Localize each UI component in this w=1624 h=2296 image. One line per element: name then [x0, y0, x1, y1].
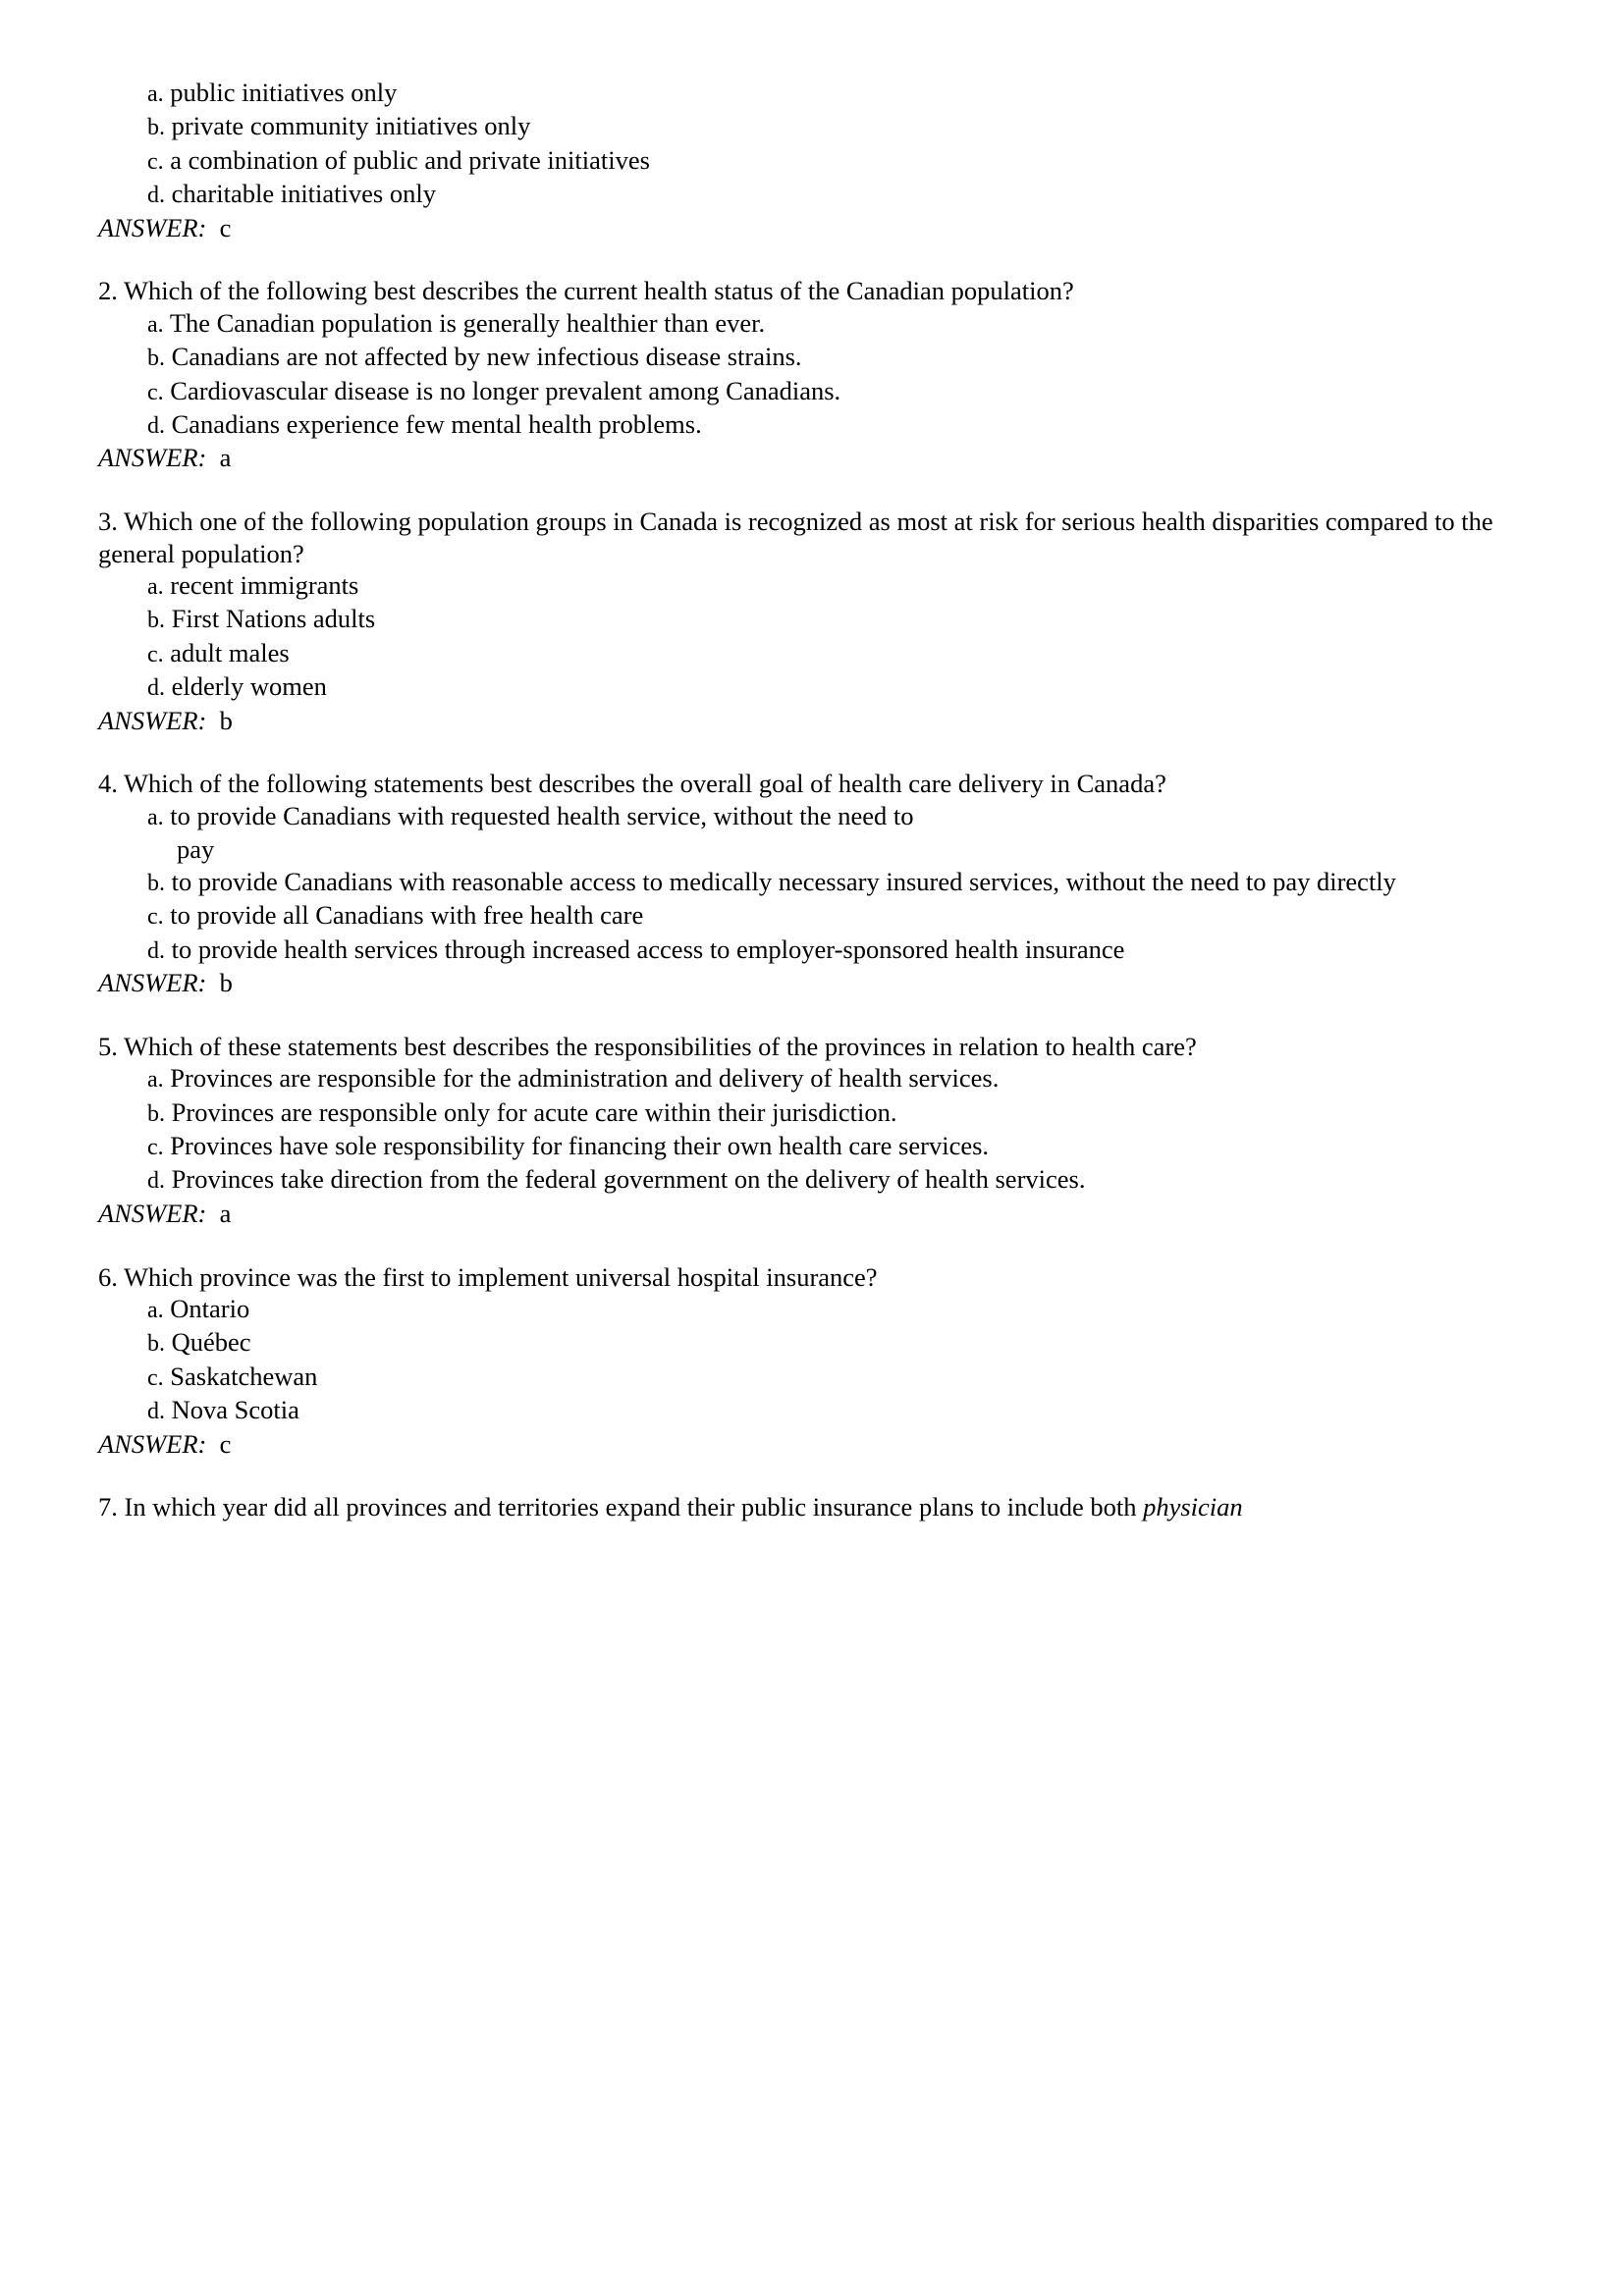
option-text: Ontario [170, 1293, 250, 1323]
paragraph-spacer [98, 1229, 1565, 1260]
option-item [98, 1361, 1565, 1394]
option-list [98, 1062, 1565, 1198]
option-item [98, 1326, 1565, 1360]
option-text: to provide all Canadians with free health care [170, 900, 644, 931]
option-text: First Nations adults [171, 604, 376, 634]
option-item [98, 1293, 1565, 1326]
answer-label: ANSWER: [98, 705, 207, 735]
option-item [98, 866, 1565, 899]
answer-value: a [219, 1198, 232, 1228]
question-block-q3 [98, 506, 1565, 736]
answer-label: ANSWER: [98, 1198, 207, 1228]
option-item [98, 1394, 1565, 1427]
option-item [98, 110, 1565, 143]
answer-label: ANSWER: [98, 967, 207, 997]
option-item [98, 800, 1565, 866]
answer-value: b [219, 967, 233, 997]
answer-value: c [219, 1428, 232, 1459]
option-item [98, 670, 1565, 704]
answer-line [98, 212, 1565, 243]
option-item [98, 77, 1565, 110]
question-block-q7 [98, 1491, 1565, 1522]
question-stem: 2. Which of the following best describes the current health status of the Canadian population? [98, 276, 1074, 306]
option-label: b. [147, 115, 165, 141]
answer-value: b [219, 705, 233, 735]
option-list [98, 569, 1565, 705]
option-item [98, 408, 1565, 442]
option-item [98, 934, 1565, 967]
question-block-q6 [98, 1261, 1565, 1460]
option-item [98, 603, 1565, 636]
question-stem [98, 1491, 1565, 1522]
question-block-q1-partial [98, 77, 1565, 243]
option-item [98, 1163, 1565, 1197]
paragraph-spacer [98, 474, 1565, 506]
option-list [98, 1293, 1565, 1428]
option-label: b. [147, 1100, 165, 1127]
option-text: elderly women [171, 671, 327, 702]
option-text: to provide health services through increased access to employer-sponsored health insurance [171, 934, 1125, 964]
option-label: b. [147, 608, 165, 634]
option-text: Canadians are not affected by new infectious disease strains. [171, 342, 802, 372]
option-text: Canadians experience few mental health problems. [171, 409, 702, 440]
option-text: The Canadian population is generally healthier than ever. [169, 307, 766, 338]
paragraph-spacer [98, 1460, 1565, 1491]
option-label: c. [147, 379, 164, 405]
answer-label: ANSWER: [98, 443, 207, 473]
option-item [98, 375, 1565, 408]
option-label: d. [147, 1168, 165, 1195]
option-item [98, 307, 1565, 341]
answer-line [98, 1198, 1565, 1229]
question-block-q4 [98, 768, 1565, 998]
option-text: Provinces are responsible only for acute care within their jurisdiction. [171, 1096, 897, 1127]
option-label: c. [147, 148, 164, 175]
option-item [98, 341, 1565, 374]
option-text: Provinces take direction from the federal government on the delivery of health services. [171, 1164, 1086, 1195]
answer-line [98, 967, 1565, 998]
option-text: Provinces are responsible for the administration and delivery of health services. [170, 1063, 1000, 1094]
answer-line [98, 705, 1565, 736]
option-label: b. [147, 870, 165, 896]
option-item [98, 1096, 1565, 1130]
option-label: d. [147, 675, 165, 702]
paragraph-spacer [98, 736, 1565, 768]
answer-label: ANSWER: [98, 212, 207, 242]
option-item [98, 899, 1565, 933]
option-item [98, 178, 1565, 211]
option-label: a. [147, 311, 164, 338]
option-text: charitable initiatives only [171, 179, 436, 209]
option-list [98, 77, 1565, 212]
option-label: c. [147, 1134, 164, 1160]
option-label: a. [147, 574, 164, 601]
question-stem-italic: physician [1143, 1492, 1243, 1522]
option-label: b. [147, 346, 165, 372]
question-stem: 6. Which province was the first to implement universal hospital insurance? [98, 1261, 878, 1292]
question-stem: 5. Which of these statements best describes the responsibilities of the provinces in relation to health care? [98, 1031, 1197, 1061]
option-label: d. [147, 413, 165, 440]
option-label: d. [147, 937, 165, 964]
question-stem: 3. Which one of the following population groups in Canada is recognized as most at risk for serious health disparities compared to the general population? [98, 507, 1493, 568]
option-label: c. [147, 1364, 164, 1391]
option-label: d. [147, 183, 165, 209]
question-block-q2 [98, 275, 1565, 473]
answer-label: ANSWER: [98, 1428, 207, 1459]
option-item [98, 637, 1565, 670]
option-label: a. [147, 804, 164, 830]
option-item [98, 1062, 1565, 1095]
option-text: to provide Canadians with requested health service, without the need to pay [170, 800, 914, 865]
option-text: public initiatives only [170, 78, 398, 107]
question-stem-plain: 7. In which year did all provinces and territories expand their public insurance plans to include both [98, 1492, 1144, 1522]
answer-value: c [219, 212, 232, 242]
paragraph-spacer [98, 243, 1565, 275]
option-label: d. [147, 1399, 165, 1425]
option-label: c. [147, 904, 164, 931]
question-stem: 4. Which of the following statements best describes the overall goal of health care delivery in Canada? [98, 769, 1166, 799]
option-text: Québec [171, 1327, 251, 1358]
option-item [98, 569, 1565, 603]
option-label: a. [147, 1067, 164, 1094]
option-text: Nova Scotia [171, 1395, 299, 1425]
option-text: to provide Canadians with reasonable access to medically necessary insured services, without the need to pay directly [171, 866, 1396, 896]
option-text: Saskatchewan [170, 1361, 318, 1391]
option-text: private community initiatives only [171, 111, 531, 141]
option-text: a combination of public and private initiatives [170, 144, 650, 175]
answer-value: a [219, 443, 232, 473]
option-text: Cardiovascular disease is no longer prevalent among Canadians. [170, 375, 841, 405]
option-text: recent immigrants [170, 570, 359, 601]
option-text: adult males [170, 637, 290, 667]
answer-line [98, 1428, 1565, 1460]
paragraph-spacer [98, 998, 1565, 1030]
answer-line [98, 442, 1565, 473]
option-label: a. [147, 81, 164, 107]
option-text: Provinces have sole responsibility for financing their own health care services. [170, 1130, 990, 1160]
option-label: b. [147, 1331, 165, 1358]
option-label: c. [147, 641, 164, 667]
option-list [98, 307, 1565, 443]
option-item [98, 1130, 1565, 1163]
option-list [98, 800, 1565, 967]
option-item [98, 144, 1565, 178]
question-block-q5 [98, 1031, 1565, 1229]
option-label: a. [147, 1297, 164, 1323]
